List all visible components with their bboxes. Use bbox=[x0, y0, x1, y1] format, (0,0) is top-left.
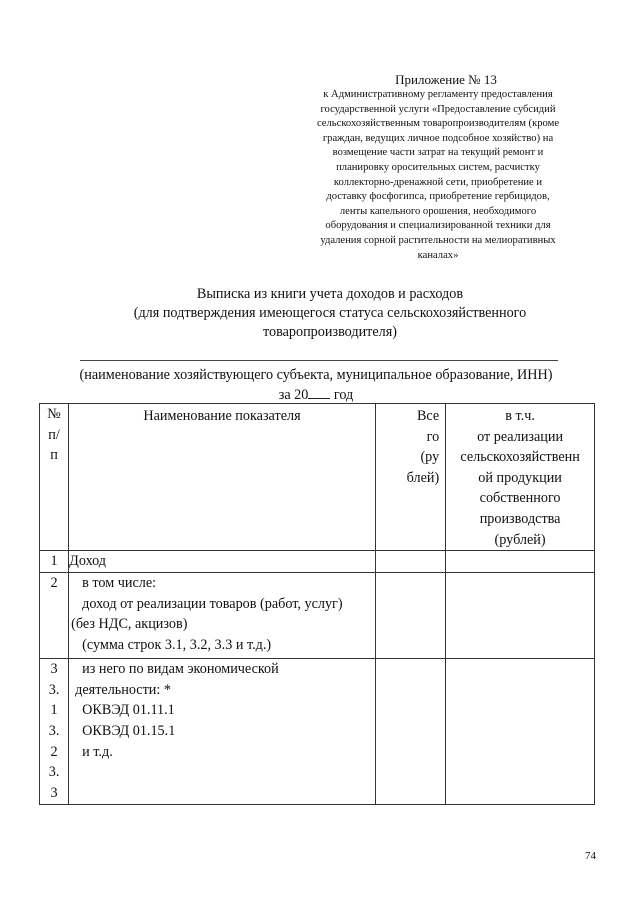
appendix-line: доставку фосфогипса, приобретение гербицидов, bbox=[326, 191, 550, 203]
row-indicator-line: и т.д. bbox=[82, 743, 113, 760]
header-share-line: в т.ч. bbox=[505, 408, 535, 424]
row-indicator-line: (без НДС, акцизов) bbox=[71, 616, 188, 633]
row-number-line: 3. bbox=[48, 764, 60, 781]
row-share-cell[interactable] bbox=[446, 659, 595, 805]
header-share-line: (рублей) bbox=[494, 531, 546, 548]
header-number-line: п/ bbox=[48, 426, 60, 443]
header-share-line: производства bbox=[479, 510, 561, 527]
header-total-line: (ру bbox=[420, 449, 440, 466]
row-total-cell[interactable] bbox=[375, 659, 445, 805]
row-indicator-line: из него по видам экономической bbox=[82, 661, 279, 678]
appendix-title: Приложение № 13 bbox=[395, 72, 497, 87]
appendix-line: оборудования и специализированной техники для bbox=[325, 220, 551, 232]
row-number-line: 1 bbox=[50, 702, 58, 719]
appendix-line: каналах» bbox=[417, 249, 459, 261]
year-blank bbox=[308, 386, 330, 399]
row-indicator-line: ОКВЭД 01.15.1 bbox=[82, 722, 176, 739]
table-row bbox=[40, 659, 595, 805]
header-including-share bbox=[446, 404, 595, 551]
row-number-line: 3 bbox=[50, 661, 58, 678]
appendix-line: государственной услуги «Предоставление субсидий bbox=[320, 103, 556, 115]
appendix-line: планировку оросительных систем, расчистку bbox=[336, 161, 540, 173]
row-number-line: 2 bbox=[50, 743, 58, 760]
header-share-line: ой продукции bbox=[478, 469, 562, 486]
table-row bbox=[40, 573, 595, 659]
ledger-table bbox=[39, 403, 595, 805]
period-line bbox=[36, 386, 596, 404]
row-number-line: 2 bbox=[50, 575, 58, 592]
header-share-line: от реализации bbox=[477, 428, 564, 445]
row-indicator-line: (сумма строк 3.1, 3.2, 3.3 и т.д.) bbox=[82, 636, 272, 653]
appendix-line: к Административному регламенту предоставления bbox=[323, 89, 553, 100]
table-row bbox=[40, 551, 595, 573]
header-total-line: Все bbox=[416, 408, 440, 424]
row-indicator bbox=[69, 573, 376, 659]
appendix-line: ленты капельного орошения, необходимого bbox=[339, 205, 537, 217]
appendix-line: граждан, ведущих личное подсобное хозяйство) на bbox=[322, 132, 554, 144]
row-number-line: 3 bbox=[50, 784, 58, 801]
subject-caption: (наименование хозяйствующего субъекта, муниципальное образование, ИНН) bbox=[79, 367, 553, 383]
document-title: Выписка из книги учета доходов и расходов bbox=[196, 286, 464, 302]
header-total bbox=[375, 404, 445, 551]
document-heading bbox=[60, 285, 600, 342]
row-number-line: 3. bbox=[48, 681, 60, 698]
header-number-line: № bbox=[47, 406, 61, 422]
document-subtitle: (для подтверждения имеющегося статуса сельскохозяйственного bbox=[133, 305, 527, 321]
row-number-line: 3. bbox=[48, 722, 60, 739]
row-number bbox=[40, 551, 69, 573]
row-share-cell[interactable] bbox=[446, 573, 595, 659]
header-number bbox=[40, 404, 69, 551]
row-total-cell[interactable] bbox=[375, 551, 445, 573]
header-share-line: сельскохозяйственн bbox=[460, 449, 580, 466]
page-number: 74 bbox=[585, 850, 596, 862]
row-number bbox=[40, 659, 69, 805]
row-share-cell[interactable] bbox=[446, 551, 595, 573]
row-indicator-line: доход от реализации товаров (работ, услуг) bbox=[82, 595, 343, 612]
header-total-line: го bbox=[426, 428, 440, 445]
appendix-line: удаления сорной растительности на мелиоративных bbox=[320, 234, 556, 246]
table-header-row bbox=[40, 404, 595, 551]
period-suffix: год bbox=[330, 387, 354, 403]
subject-fill-line bbox=[80, 360, 558, 361]
appendix-block bbox=[258, 72, 618, 263]
appendix-line: коллекторно-дренажной сети, приобретение и bbox=[333, 176, 543, 188]
row-total-cell[interactable] bbox=[375, 573, 445, 659]
header-number-line: п bbox=[50, 447, 58, 464]
row-indicator bbox=[69, 551, 376, 573]
row-indicator-line: ОКВЭД 01.11.1 bbox=[82, 702, 175, 719]
period-prefix: за 20 bbox=[278, 387, 309, 403]
header-total-line: блей) bbox=[406, 469, 440, 486]
row-number-line: 1 bbox=[50, 553, 58, 570]
document-subtitle: товаропроизводителя) bbox=[262, 324, 397, 340]
row-indicator-line: Доход bbox=[69, 553, 107, 570]
row-indicator bbox=[69, 659, 376, 805]
row-indicator-line: деятельности: * bbox=[75, 681, 171, 698]
header-share-line: собственного bbox=[479, 490, 561, 507]
appendix-line: сельскохозяйственным товаропроизводителям (кроме bbox=[316, 118, 560, 130]
row-number bbox=[40, 573, 69, 659]
appendix-line: возмещение части затрат на текущий ремонт и bbox=[332, 147, 544, 159]
header-indicator-name: Наименование показателя bbox=[69, 404, 376, 551]
row-indicator-line: в том числе: bbox=[82, 575, 157, 592]
